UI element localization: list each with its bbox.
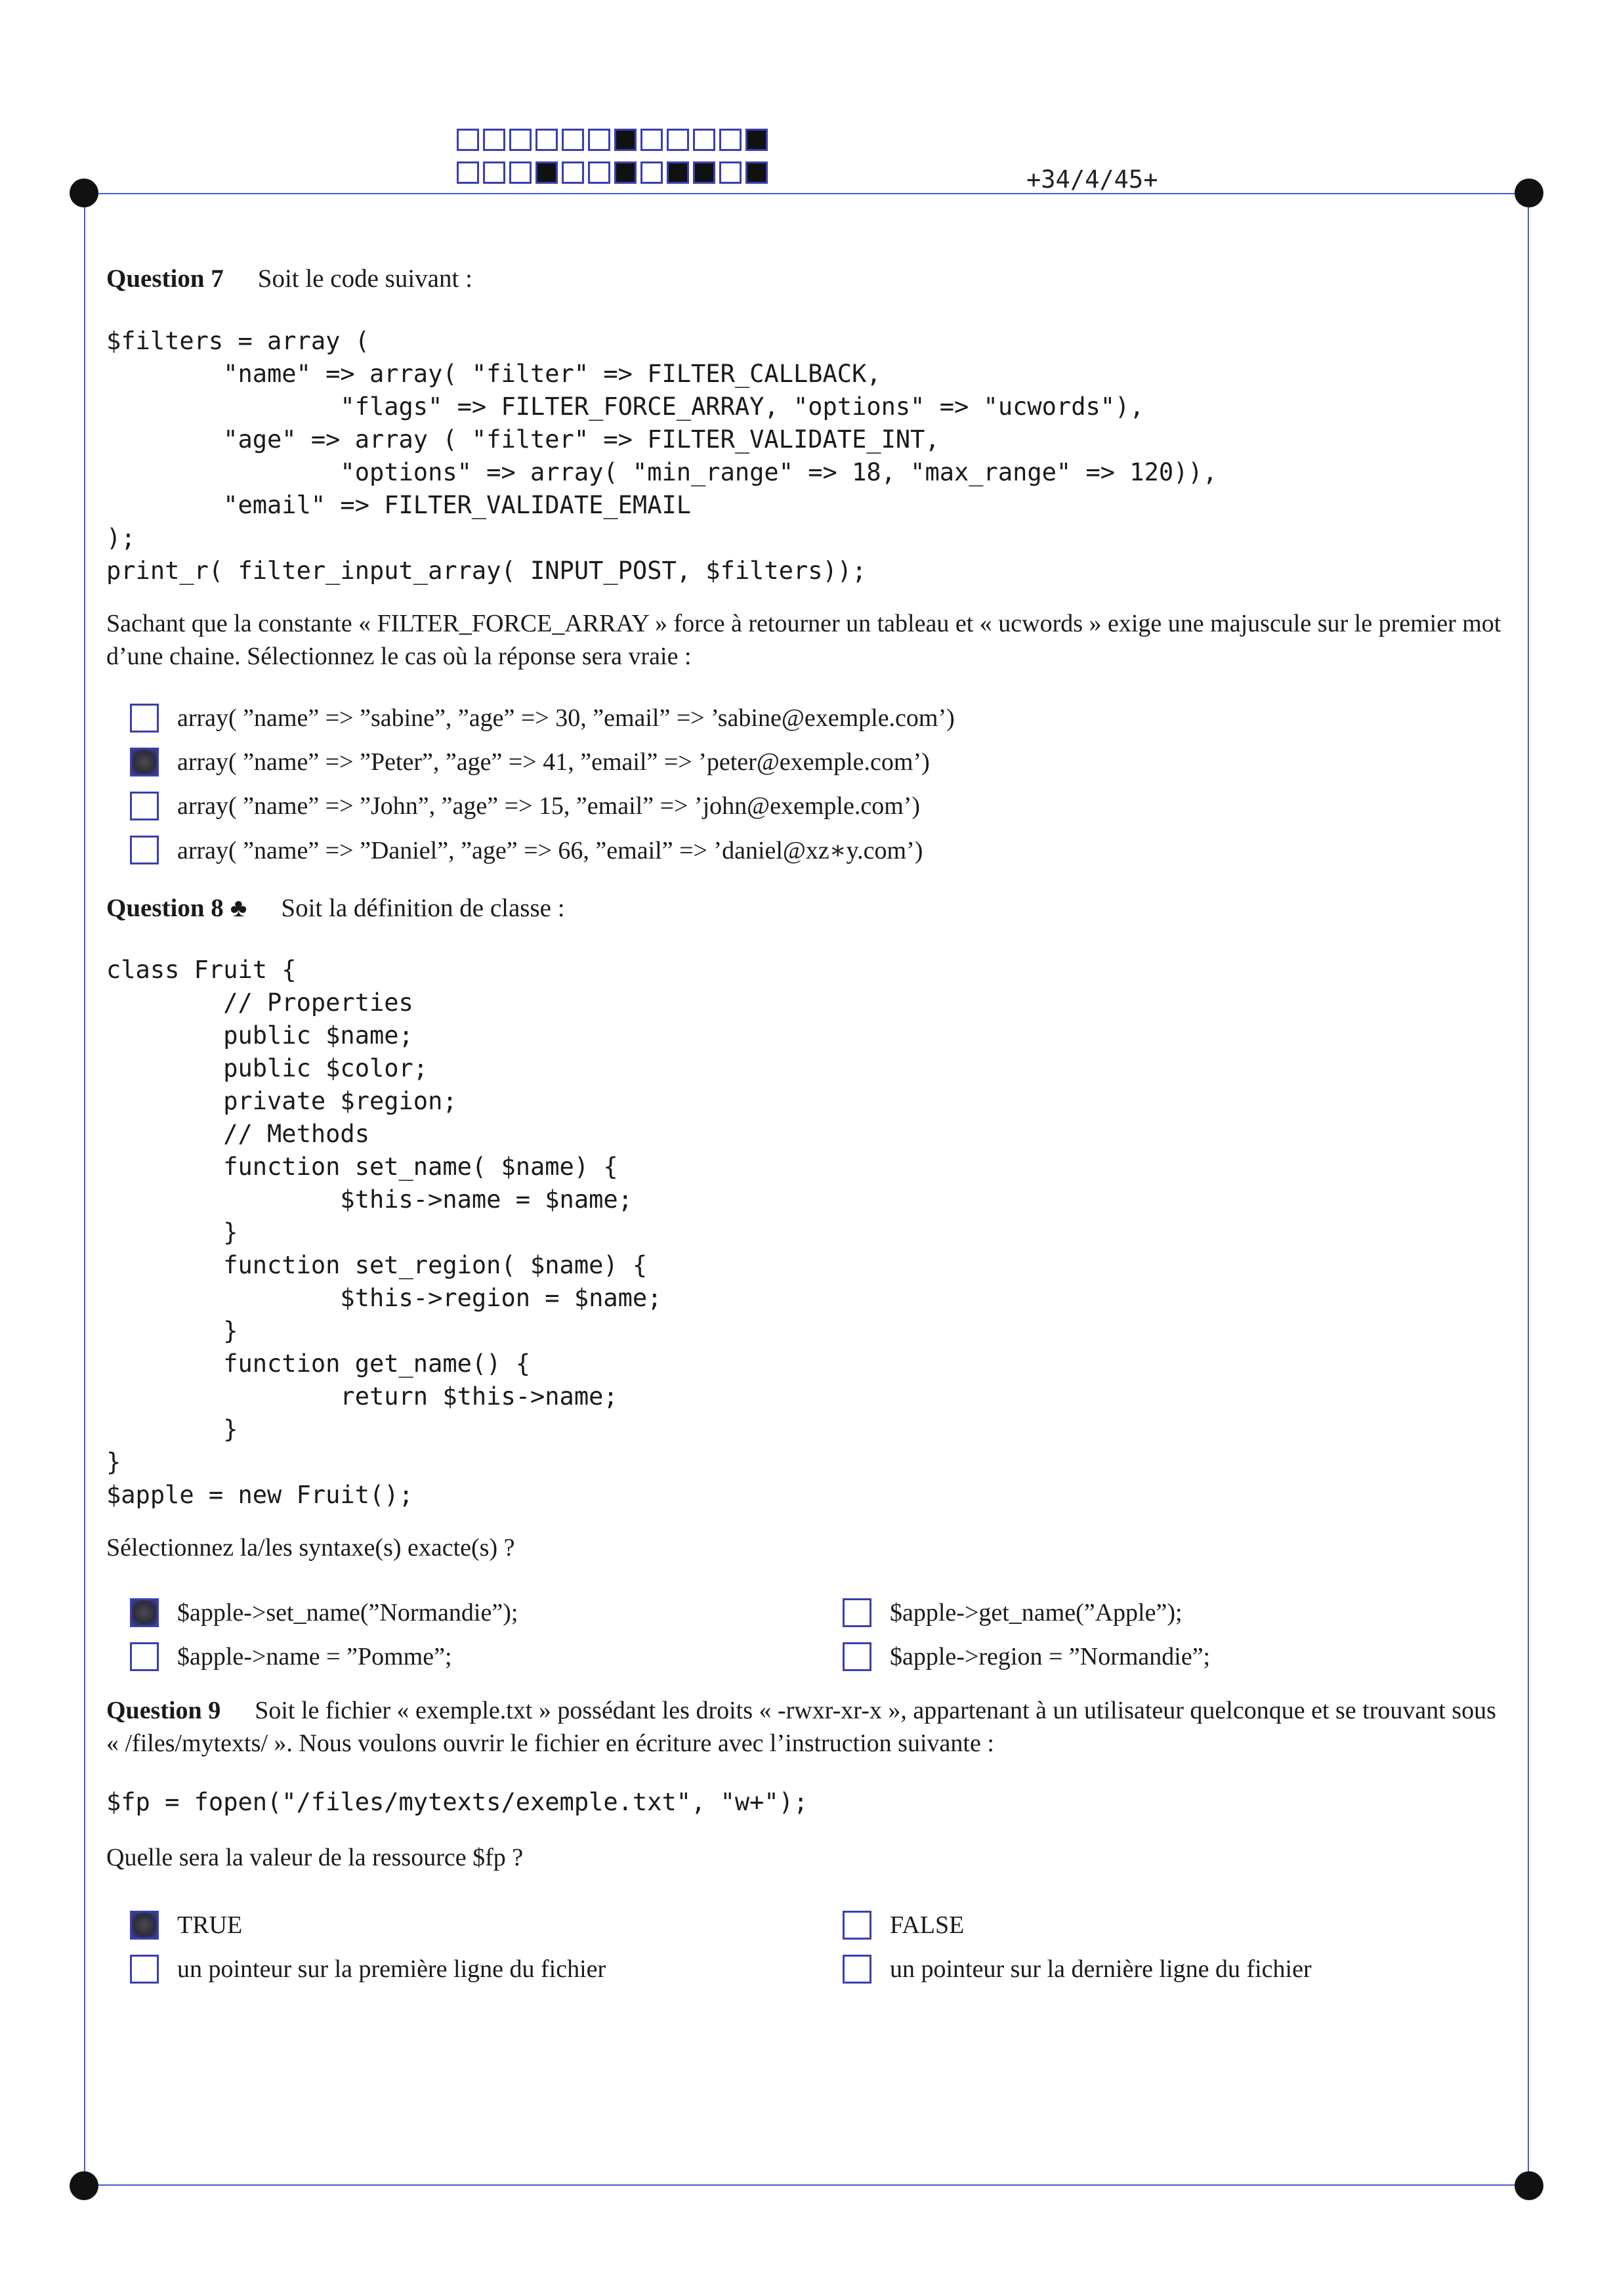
checkbox[interactable] [130,1598,159,1627]
checkbox[interactable] [130,792,159,820]
checkbox[interactable] [130,704,159,733]
question-8-header [106,892,1511,925]
option-label: un pointeur sur la dernière ligne du fichier [890,1955,1312,1983]
checkbox[interactable] [130,1911,159,1940]
checkbox[interactable] [130,748,159,776]
question-9-options [106,1903,1511,1991]
code-box [562,161,584,184]
question-8-code: class Fruit { // Properties public $name; public $color; private $region; // Methods function set_name( $name) { $this->name = $name; } function set_region( $name) { $this->region = $name; } function get_name() { return $this->name; } } $apple = new Fruit(); [106,956,662,1510]
checkbox[interactable] [843,1642,871,1671]
question-7-option[interactable] [106,696,1511,740]
checkbox[interactable] [130,1955,159,1984]
code-box [614,161,637,184]
code-box [562,129,584,151]
corner-marker-bottom-right [1515,2171,1543,2200]
code-box [640,129,663,151]
checkbox[interactable] [130,1642,159,1671]
page-id: +34/4/45+ [1026,165,1158,194]
option-label: $apple->name = ”Pomme”; [177,1642,452,1670]
corner-marker-top-right [1515,179,1543,207]
code-box [588,129,610,151]
question-9-option[interactable] [106,1947,819,1991]
question-8-options [106,1590,1511,1678]
code-box [483,129,505,151]
option-label: array( ”name” => ”John”, ”age” => 15, ”email” => ’john@exemple.com’) [177,792,921,820]
code-box [693,129,715,151]
question-7-header [106,263,1511,296]
code-box [667,161,689,184]
code-box [745,129,768,151]
question-7-options [106,696,1511,872]
option-label: $apple->get_name(”Apple”); [890,1598,1183,1626]
option-label: TRUE [177,1911,243,1939]
option-label: $apple->set_name(”Normandie”); [177,1598,518,1626]
question-8-text: Sélectionnez la/les syntaxe(s) exacte(s) ? [106,1534,515,1562]
checkbox[interactable] [843,1598,871,1627]
question-9-text: Quelle sera la valeur de la ressource $fp ? [106,1844,524,1872]
question-7-option[interactable] [106,740,1511,784]
option-label: FALSE [890,1911,965,1939]
code-box [535,161,558,184]
question-7-intro: Soit le code suivant : [257,265,472,293]
id-code-row-2 [457,161,772,184]
option-label: un pointeur sur la première ligne du fichier [177,1955,606,1983]
id-code-row-1 [457,129,772,151]
code-box [667,129,689,151]
question-7-label: Question 7 [106,265,224,293]
code-box [457,129,479,151]
question-9-option[interactable] [819,1947,1511,1991]
question-8-label: Question 8 [106,893,224,922]
checkbox[interactable] [130,836,159,864]
code-box [509,161,532,184]
corner-marker-bottom-left [70,2171,98,2200]
option-label: $apple->region = ”Normandie”; [890,1642,1211,1670]
code-box [693,161,715,184]
code-box [719,161,742,184]
option-label: array( ”name” => ”Peter”, ”age” => 41, ”email” => ’peter@exemple.com’) [177,748,930,776]
question-8-intro: Soit la définition de classe : [281,893,565,922]
question-7-option[interactable] [106,828,1511,872]
code-box [614,129,637,151]
club-icon: ♣ [230,893,247,922]
code-box [509,129,532,151]
corner-marker-top-left [70,179,98,207]
question-7-option[interactable] [106,784,1511,828]
question-9-intro: Soit le fichier « exemple.txt » possédant les droits « -rwxr-xr-x », appartenant à un utilisateur quelconque et se trouvant sous « /files/mytexts/ ». Nous voulons ouvrir le fichier en écriture avec l’instruction suivante : [106,1697,1496,1758]
question-8-option[interactable] [819,1634,1511,1678]
question-8-option[interactable] [106,1590,819,1634]
code-box [588,161,610,184]
question-9-code: $fp = fopen("/files/mytexts/exemple.txt", "w+"); [106,1788,808,1817]
option-label: array( ”name” => ”sabine”, ”age” => 30, ”email” => ’sabine@exemple.com’) [177,704,955,733]
question-9-label: Question 9 [106,1697,221,1725]
question-9-header [106,1694,1511,1760]
code-box [483,161,505,184]
question-8-option[interactable] [819,1590,1511,1634]
code-box [719,129,742,151]
checkbox[interactable] [843,1955,871,1984]
question-7-code: $filters = array ( "name" => array( "filter" => FILTER_CALLBACK, "flags" => FILTER_FORCE_ARRAY, "options" => "ucwords"), "age" => array ( "filter" => FILTER_VALIDATE_INT, "options" => array( "min_range" => 18, "max_range" => 120)), "email" => FILTER_VALIDATE_EMAIL ); print_r( filter_input_array( INPUT_POST, $filters)); [106,326,1217,585]
checkbox[interactable] [843,1911,871,1940]
question-9-option[interactable] [819,1903,1511,1947]
exam-content [106,263,1511,1991]
question-7-text: Sachant que la constante « FILTER_FORCE_ARRAY » force à retourner un tableau et « ucwords » exige une majuscule sur le premier mot d’une chaine. Sélectionnez le cas où la réponse sera vraie : [106,609,1501,670]
code-box [640,161,663,184]
question-9-option[interactable] [106,1903,819,1947]
option-label: array( ”name” => ”Daniel”, ”age” => 66, ”email” => ’daniel@xz∗y.com’) [177,836,923,864]
question-8-option[interactable] [106,1634,819,1678]
code-box [535,129,558,151]
code-box [457,161,479,184]
code-box [745,161,768,184]
